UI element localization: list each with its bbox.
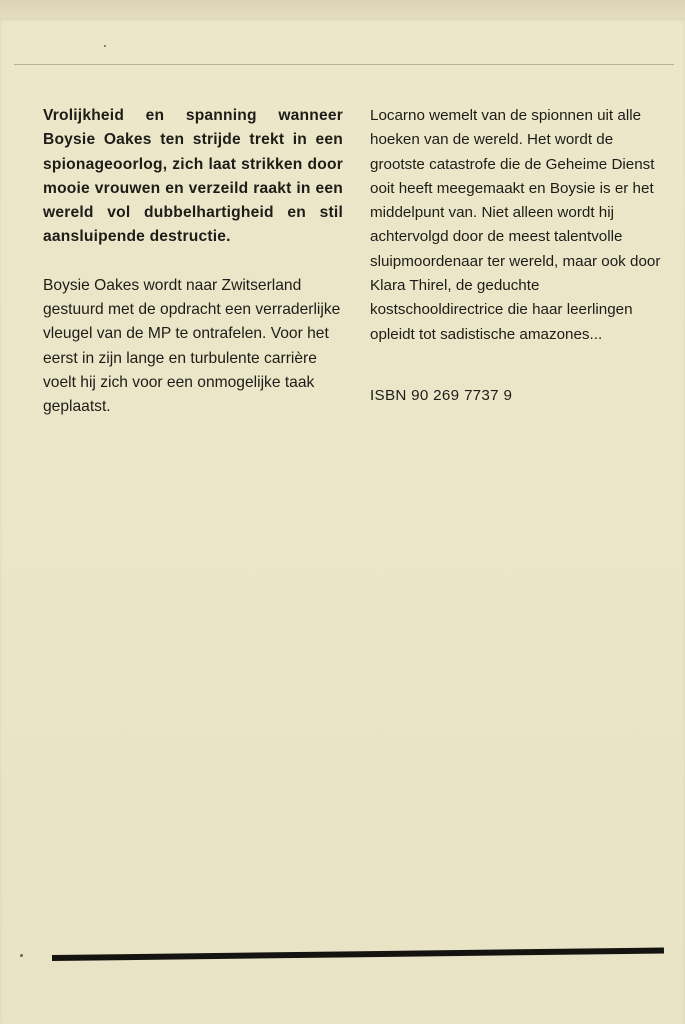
isbn-number: ISBN 90 269 7737 9	[370, 386, 513, 404]
synopsis-paragraph: Boysie Oakes wordt naar Zwitserland gestuurd met de opdracht een verraderlijke vleugel van de MP te ontrafelen. Voor het eerst in zijn lange en turbulente carrière voelt hij zich voor een onmogelijke taak geplaatst.	[43, 276, 341, 416]
lead-paragraph: Vrolijkheid en spanning wanneer Boysie Oakes ten strijde trekt in een spionageoorlog, zich laat strikken door mooie vrouwen en verzeild raakt in een wereld vol dubbelhartigheid en stil aansluipende destructie.	[43, 107, 343, 246]
top-divider	[14, 64, 674, 65]
book-back-cover	[0, 18, 685, 1024]
background-edge	[0, 0, 685, 18]
bottom-divider	[52, 948, 664, 961]
paper-speck	[104, 45, 106, 47]
paper-speck	[20, 954, 23, 957]
left-text-column	[43, 104, 343, 420]
synopsis-paragraph-continued: Locarno wemelt van de spionnen uit alle hoeken van de wereld. Het wordt de grootste catastrofe die de Geheime Dienst ooit heeft meegemaakt en Boysie is er het middelpunt van. Niet alleen wordt hij achtervolgd door de meest talentvolle sluipmoordenaar ter wereld, maar ook door Klara Thirel, de geduchte kostschooldirectrice die haar leerlingen opleidt tot sadistische amazones...	[370, 107, 661, 343]
right-text-column	[370, 104, 664, 408]
